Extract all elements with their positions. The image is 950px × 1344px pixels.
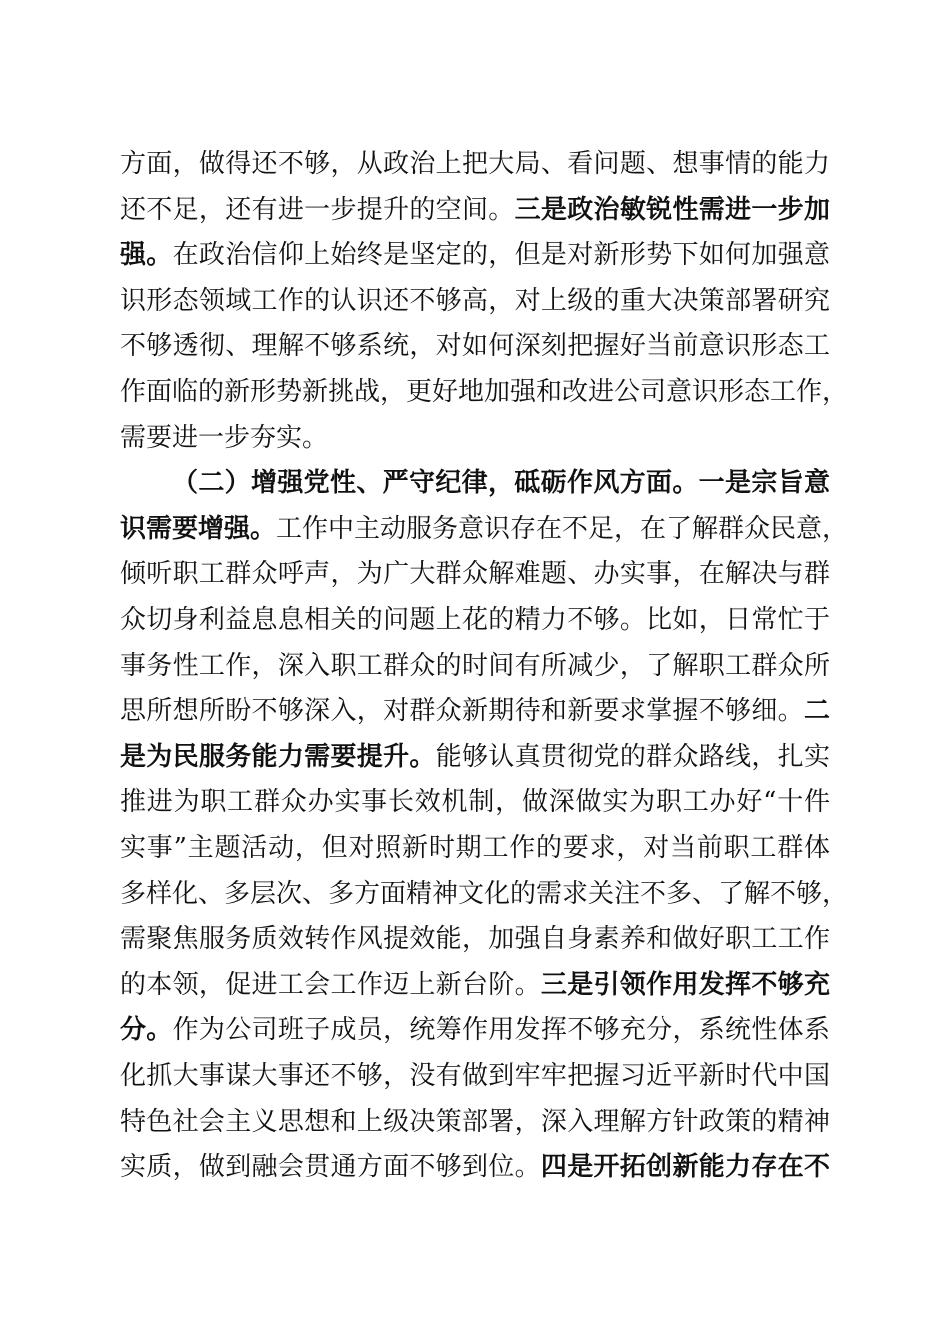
text-segment: 作为公司班子成员，统筹作用发挥不够充分，系统性体系 — [172, 1015, 830, 1046]
text-segment: 在政治信仰上始终是坚定的，但是对新形势下如何加强意 — [172, 240, 830, 271]
text-line — [120, 779, 830, 825]
text-segment: 众切身利益息息相关的问题上花的精力不够。比如，日常忙于 — [120, 605, 830, 635]
text-segment: 识形态领域工作的认识还不够高，对上级的重大决策部署研究 — [120, 285, 830, 316]
text-segment: 的本领，促进工会工作迈上新台阶。 — [120, 969, 541, 1000]
text-segment: 实质，做到融会贯通方面不够到位。 — [120, 1152, 541, 1183]
text-line — [120, 323, 830, 369]
text-segment: 不够透彻、理解不够系统，对如何深刻把握好当前意识形态工 — [120, 331, 830, 362]
text-segment: 能够认真贯彻党的群众路线，扎实 — [435, 741, 830, 772]
text-line — [120, 1053, 830, 1099]
bold-text-segment: 四是开拓创新能力存在不 — [540, 1152, 830, 1183]
text-segment: 倾听职工群众呼声，为广大群众解难题、办实事，在解决与群 — [120, 559, 830, 590]
text-line — [120, 734, 830, 780]
text-segment: 还不足，还有进一步提升的空间。 — [120, 194, 515, 225]
text-line — [120, 643, 830, 689]
text-segment: 推进为职工群众办实事长效机制，做深做实为职工办好“十件 — [120, 787, 830, 818]
text-line — [120, 1007, 830, 1053]
text-line — [120, 141, 830, 187]
text-segment: 思所想所盼不够深入，对群众新期待和新要求掌握不够细。 — [120, 696, 804, 727]
bold-text-segment: 分。 — [120, 1015, 173, 1046]
text-line — [120, 962, 830, 1008]
text-line — [120, 1144, 830, 1190]
text-segment: 多样化、多层次、多方面精神文化的需求关注不多、了解不够， — [120, 878, 849, 909]
bold-text-segment: 识需要增强。 — [120, 513, 277, 544]
text-line — [120, 597, 830, 643]
bold-text-segment: 三是引领作用发挥不够充 — [540, 969, 830, 1000]
text-line — [120, 506, 849, 552]
text-segment: 需要进一步夯实。 — [120, 422, 329, 453]
text-segment: 作面临的新形势新挑战，更好地加强和改进公司意识形态工作， — [120, 377, 849, 407]
text-line — [120, 688, 830, 734]
text-segment: 工作中主动服务意识存在不足，在了解群众民意， — [276, 513, 849, 544]
text-segment: 事务性工作，深入职工群众的时间有所减少，了解职工群众所 — [120, 650, 830, 681]
text-line — [120, 871, 849, 917]
text-segment: 实事”主题活动，但对照新时期工作的要求，对当前职工群体 — [120, 833, 830, 863]
text-line — [120, 1099, 830, 1145]
text-line — [120, 551, 830, 597]
text-segment: 需聚焦服务质效转作风提效能，加强自身素养和做好职工工作 — [120, 924, 830, 955]
text-line — [172, 460, 830, 506]
text-line — [120, 278, 830, 324]
bold-text-segment: 强。 — [120, 240, 173, 271]
text-segment: 化抓大事谋大事还不够，没有做到牢牢把握习近平新时代中国 — [120, 1061, 830, 1091]
text-line — [120, 187, 830, 233]
text-line — [120, 232, 830, 278]
text-line — [120, 825, 830, 871]
text-line — [120, 415, 830, 461]
bold-text-segment: 是为民服务能力需要提升。 — [120, 741, 436, 772]
text-segment: 特色社会主义思想和上级决策部署，深入理解方针政策的精神 — [120, 1106, 830, 1137]
bold-text-segment: 三是政治敏锐性需进一步加 — [514, 194, 830, 225]
text-line — [120, 369, 849, 415]
bold-text-segment: （二）增强党性、严守纪律，砥砺作风方面。一是宗旨意 — [172, 468, 830, 499]
bold-text-segment: 二 — [803, 696, 830, 727]
text-line — [120, 916, 830, 962]
text-segment: 方面，做得还不够，从政治上把大局、看问题、想事情的能力 — [120, 149, 830, 179]
